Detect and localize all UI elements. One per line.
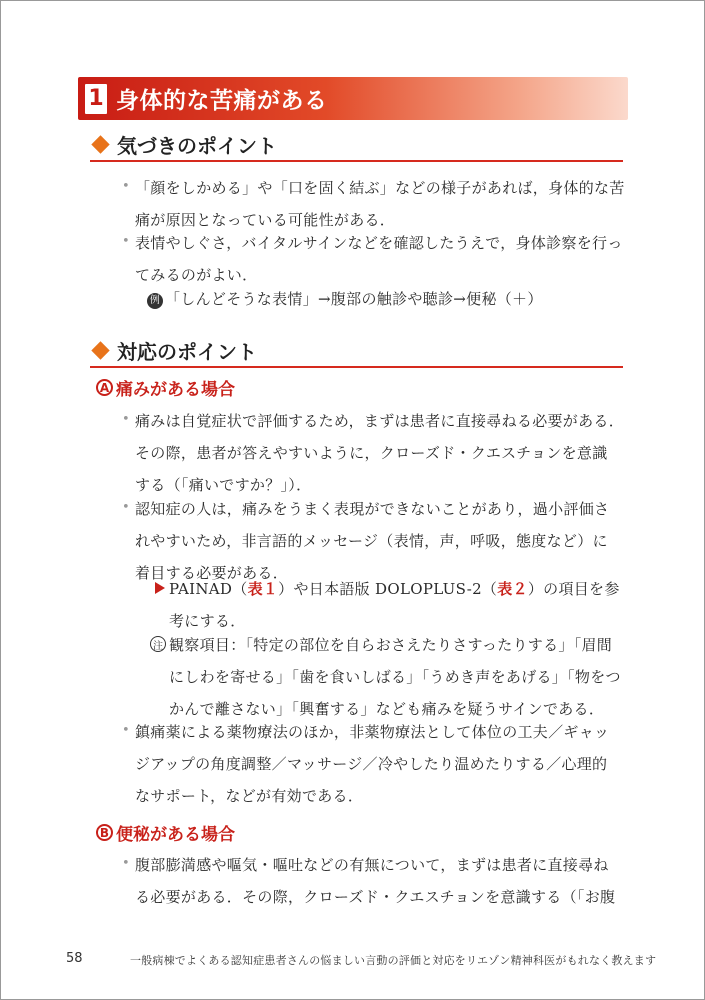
section-heading-awareness: [90, 128, 623, 162]
text-line: 鎮痛薬による薬物療法のほか，非薬物療法として体位の工夫／ギャッ: [135, 723, 610, 741]
bullet-paragraph: [135, 405, 624, 501]
circled-a-icon: A: [96, 379, 113, 396]
text-line: てみるのがよい．: [135, 266, 258, 284]
text-line: かんで離さない」「興奮する」なども痛みを疑うサインである．: [169, 700, 605, 718]
bullet-icon: •: [122, 723, 130, 738]
circled-b-icon: B: [96, 824, 113, 841]
bullet-paragraph: [135, 716, 609, 812]
text-line: 考にする．: [169, 612, 246, 630]
text-line: 痛が原因となっている可能性がある．: [135, 211, 396, 229]
text-line: [169, 573, 620, 605]
text-line: する（「痛いですか？」）．: [135, 476, 312, 494]
bullet-icon: •: [122, 500, 130, 515]
example-line: [147, 283, 543, 315]
section-heading-text: 対応のポイント: [117, 339, 257, 364]
chapter-number: 1: [85, 84, 107, 114]
table1-link[interactable]: 表１: [247, 580, 279, 598]
text-line: 腹部膨満感や嘔気・嘔吐などの有無について，まずは患者に直接尋ね: [135, 856, 609, 874]
subheading-text: 痛みがある場合: [116, 380, 235, 400]
text-line: 認知症の人は，痛みをうまく表現ができないことがあり，過小評価さ: [135, 500, 610, 518]
bullet-icon: •: [122, 234, 130, 249]
chapter-title: 身体的な苦痛がある: [116, 88, 328, 114]
ref-text: ）や日本語版 DOLOPLUS-2（: [278, 580, 498, 598]
bullet-icon: •: [122, 179, 130, 194]
text-line: 痛みは自覚症状で評価するため，まずは患者に直接尋ねる必要がある．: [135, 412, 625, 430]
text-line: る必要がある．その際，クローズド・クエスチョンを意識する（「お腹: [135, 888, 616, 906]
bullet-paragraph: [135, 227, 623, 291]
diamond-icon: [91, 341, 109, 359]
text-line: 表情やしぐさ，バイタルサインなどを確認したうえで，身体診察を行っ: [135, 234, 623, 252]
reference-paragraph: [169, 573, 620, 637]
text-line: 着目する必要がある．: [135, 564, 289, 582]
note-paragraph: [169, 629, 621, 725]
text-line: 「顔をしかめる」や「口を固く結ぶ」などの様子があれば，身体的な苦: [135, 179, 625, 197]
text-line: ジアップの角度調整／マッサージ／冷やしたり温めたりする／心理的: [135, 755, 608, 773]
bullet-icon: •: [122, 412, 130, 427]
ref-text: PAINAD（: [169, 580, 248, 598]
subheading-text: 便秘がある場合: [116, 825, 235, 845]
ref-text: ）の項目を参: [527, 580, 620, 598]
section-heading-text: 気づきのポイント: [117, 133, 277, 158]
section-heading-response: [90, 334, 623, 368]
bullet-icon: •: [122, 856, 130, 871]
page-number: 58: [66, 951, 83, 966]
chapter-title-bar: [78, 77, 628, 120]
text-line: その際，患者が答えやすいように，クローズド・クエスチョンを意識: [135, 444, 608, 462]
note-icon: 注: [150, 636, 166, 652]
example-text: 「しんどそうな表情」→腹部の触診や聴診→便秘（＋）: [165, 290, 543, 308]
text-line: にしわを寄せる」「歯を食いしばる」「うめき声をあげる」「物をつ: [169, 668, 621, 686]
table2-link[interactable]: 表２: [497, 580, 528, 598]
bullet-paragraph: [135, 849, 615, 913]
text-line: 観察項目：「特定の部位を自らおさえたりさすったりする」「眉間: [169, 636, 613, 654]
example-icon: 例: [147, 293, 163, 309]
arrow-marker-icon: [155, 582, 165, 594]
subheading-pain: [96, 375, 235, 400]
subheading-constipation: [96, 820, 235, 845]
diamond-icon: [91, 135, 109, 153]
text-line: なサポート，などが有効である．: [135, 787, 364, 805]
running-footer: 一般病棟でよくある認知症患者さんの悩ましい言動の評価と対応をリエゾン精神科医がもれなく教えます: [130, 954, 657, 967]
text-line: れやすいため，非言語的メッセージ（表情，声，呼吸，態度など）に: [135, 532, 608, 550]
